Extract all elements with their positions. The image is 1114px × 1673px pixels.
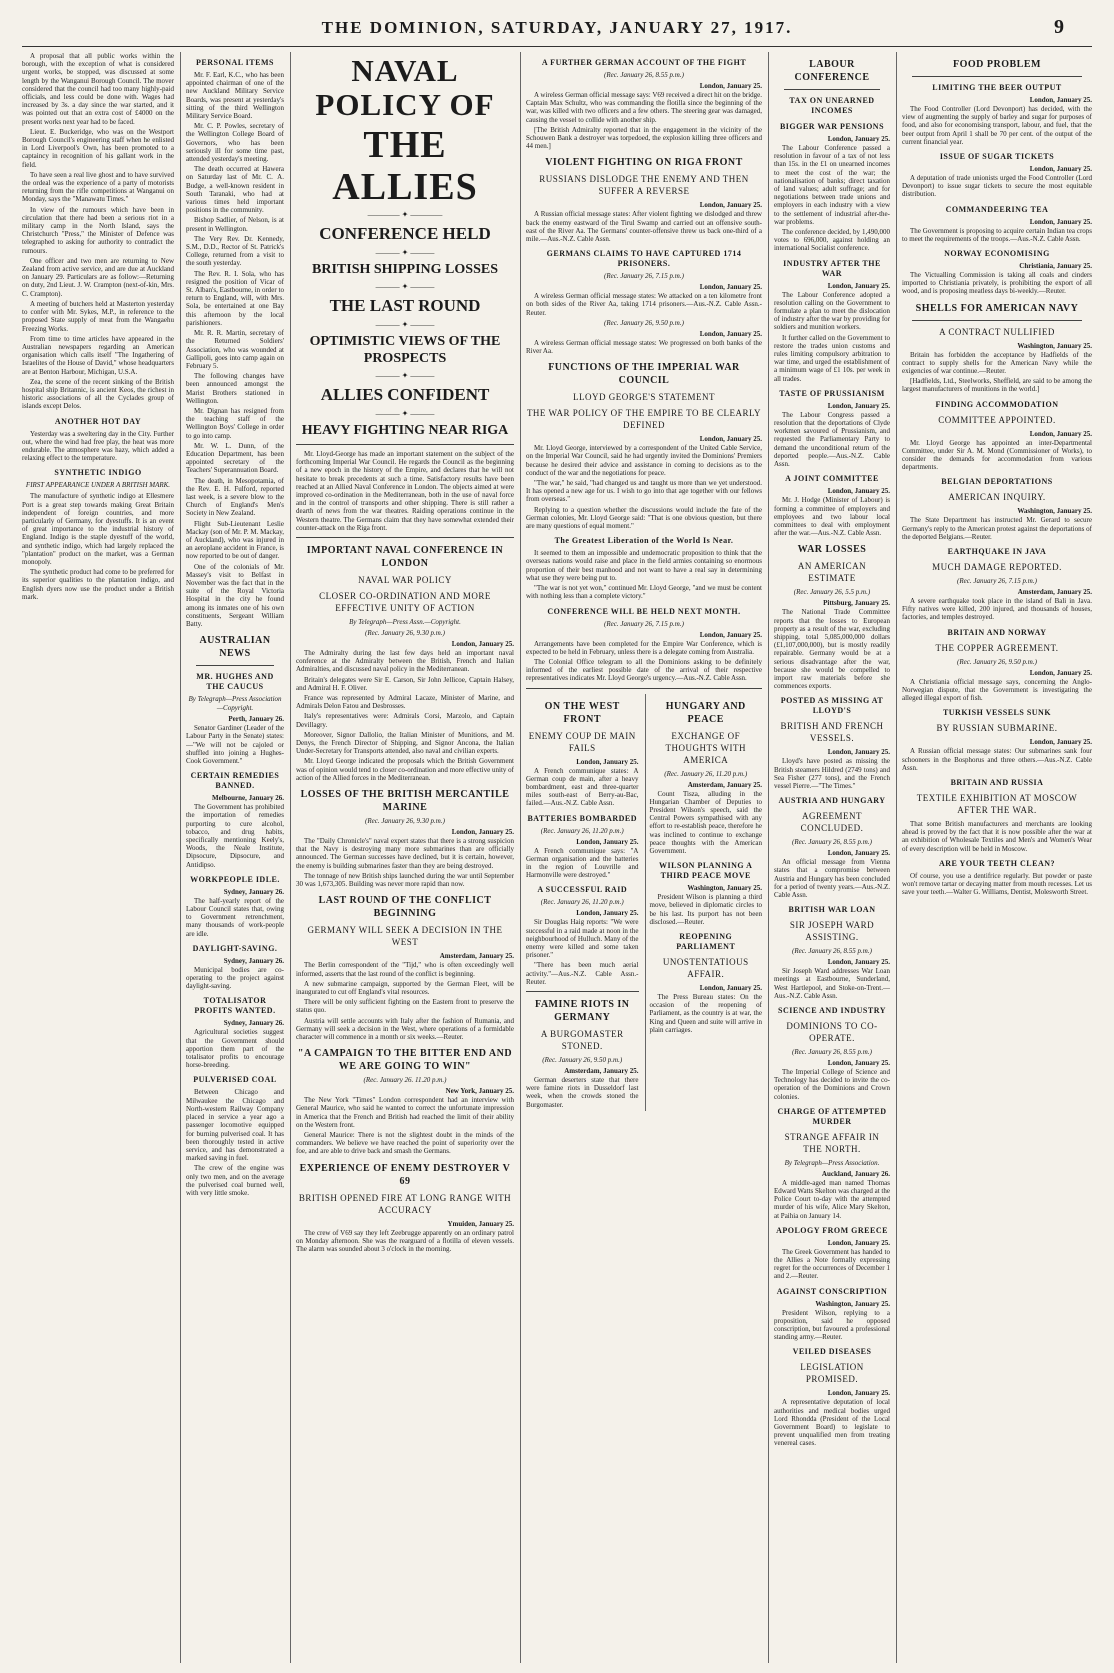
placeline: Amsterdam, January 25.: [564, 1066, 639, 1075]
story-heading: CHARGE OF ATTEMPTED MURDER: [777, 1106, 887, 1126]
article-paragraph: A meeting of butchers held at Masterton yesterday to confer with Mr. Sykes, M.P., in reference to the proposed State supply of meat from the Wangaehu Freezing Works.: [22, 299, 174, 333]
article-paragraph: The Imperial College of Science and Technology has decided to invite the co-operation of the Dominions and Crown colonies.: [774, 1067, 890, 1101]
article-paragraph: Replying to a question whether the discussions would include the fate of the German colonies, Mr. Lloyd George said: "That is one obvious question, but there are many questions of equal moment.": [526, 505, 762, 531]
deck-conference-held: CONFERENCE HELD: [319, 224, 491, 243]
divider-rule: [196, 665, 274, 666]
column-2: [186, 52, 284, 1663]
column-divider: [290, 52, 291, 1663]
placeline: Christiania, January 25.: [1019, 262, 1092, 271]
article-paragraph: Moreover, Signor Dallolio, the Italian Minister of Munitions, and M. Denys, the French Director of Shipping, and Signor Ancona, the Italian Under-Secretary for Transports attended, also naval and civilian experts.: [296, 730, 514, 756]
dateline: (Rec. January 26, 9.30 p.m.): [365, 629, 445, 638]
story-heading: ANOTHER HOT DAY: [54, 416, 142, 426]
dateline: (Rec. January 26, 9.50 p.m.): [957, 657, 1037, 666]
article-paragraph: [The British Admiralty reported that in the engagement in the vicinity of the Schouwen Bank a destroyer was torpedoed, the explosion killing three officers and 44 men.]: [526, 125, 762, 151]
story-subheading: CLOSER CO-ORDINATION AND MORE EFFECTIVE UNITY OF ACTION: [319, 591, 491, 614]
dateline: (Rec. January 26, 7.15 p.m.): [604, 272, 684, 281]
west-front-stories: [526, 730, 639, 986]
article-paragraph: The half-yearly report of the Labour Council states that, owing to Government retrenchment, many thousands of work-people are idle.: [186, 896, 284, 938]
article-paragraph: The Government has prohibited the importation of remedies purporting to cure alcohol, tobacco, and drug habits, specifically mentioning Keely's, Woods, the Neale Institute, Dipsocure, Dipsocure, and Antidipso.: [186, 803, 284, 869]
article-paragraph: A Russian official message states: After violent fighting we dislodged and threw back the enemy eastward of the Tirul Swamp and carried out an offensive south-east of the River Aa. The Germans' counter-offensive threw us back one-third of a mile.—Aus.-N.Z. Cable Assn.: [526, 210, 762, 244]
article-paragraph: The National Trade Committee reports that the losses to European property as a result of the war, excluding shipping, total 5,085,000,000 dollars (£1,107,000,000), but is mostly readily repairable. Germany would be at a serious disadvantage after the war, because she would be compelled to import raw materials before she commences exports.: [774, 608, 890, 691]
story-subheading: LEGISLATION PROMISED.: [800, 1362, 864, 1385]
hungary-heading: HUNGARY AND PEACE: [665, 700, 746, 725]
column-divider: [180, 52, 181, 1663]
placeline: Melbourne, January 26.: [212, 794, 284, 803]
placeline: London, January 25.: [699, 435, 762, 444]
article-paragraph: One of the colonials of Mr. Massey's visit to Belfast in November was the fact that in the suite of the Royal Victoria Hospital in the city he found among its inmates one of his own constituents, Sergeant William Batty.: [186, 562, 284, 628]
article-paragraph: Austria will settle accounts with Italy after the fashion of Rumania, and Germany will seek a decision in the West, where operations of a formidable character will commence in a month or six weeks.—Reuter.: [296, 1016, 514, 1041]
dateline: (Rec. January 26, 7.15 p.m.): [604, 619, 684, 628]
story-heading: A FURTHER GERMAN ACCOUNT OF THE FIGHT: [541, 58, 747, 67]
placeline: London, January 25.: [451, 640, 514, 649]
article-paragraph: Mr. Lloyd George, interviewed by a correspondent of the United Cable Service, on the Imperial War Council, said he had urgently invited the Dominions' Premiers because he desired their advice and assistance in coming to decisions as to the conduct of the war and the negotiations for peace.: [526, 444, 762, 477]
article-paragraph: The Press Bureau states: On the occasion of the reopening of Parliament, as the country is at war, the King and Queen and suite will arrive in plain carriages.: [649, 992, 762, 1034]
deck-allies-confident: ALLIES CONFIDENT: [320, 385, 490, 404]
article-paragraph: The Admiralty during the last few days held an important naval conference at the Admiralty between the British, French and Italian Admiralties, and discussed naval policy in the Mediterranean.: [296, 649, 514, 674]
story-subheading: MUCH DAMAGE REPORTED.: [932, 562, 1062, 573]
section-heading: IMPORTANT NAVAL CONFERENCE IN LONDON: [306, 545, 504, 570]
dateline: (Rec. January 26, 7.15 p.m.): [957, 577, 1037, 586]
placeline: London, January 25.: [1029, 96, 1092, 104]
story-heading: PULVERISED COAL: [193, 1075, 277, 1085]
deck-optimistic-views: OPTIMISTIC VIEWS OF THE PROSPECTS: [309, 334, 501, 366]
story-heading: LIMITING THE BEER OUTPUT: [932, 83, 1062, 92]
article-paragraph: Mr. C. P. Powles, secretary of the Wellington College Board of Governors, who has been seriously ill for some time past, attended yesterday's meeting.: [186, 122, 284, 164]
article-paragraph: The Rev. R. I. Sola, who has resigned the position of Vicar of St. Alban's, Eastbourne, in order to return to England, will, with Mrs. Sola, be entertained at one Bay this afternoon by the local parishioners.: [186, 269, 284, 327]
main-headline-line-1: NAVAL POLICY OF: [315, 53, 495, 122]
deck-last-round: THE LAST ROUND: [329, 296, 481, 315]
article-paragraph: That some British manufacturers and merchants are looking ahead is proved by the fact that it is now possible after the war at an exhibition of Wholesale Textiles and Men's and Women's Wear of every description will be held in Moscow.: [902, 819, 1092, 853]
story-subheading: GERMANY WILL SEEK A DECISION IN THE WEST: [307, 925, 503, 948]
story-subheading: AMERICAN INQUIRY.: [948, 492, 1046, 503]
article-paragraph: A Russian official message states: Our submarines sank four schooners in the Bosphorus and three others.—Aus.-N.Z. Cable Assn.: [902, 747, 1092, 772]
ornament-divider: ——— ✦ ———: [375, 409, 435, 418]
divider-rule: [296, 444, 514, 445]
story-heading: APOLOGY FROM GREECE: [776, 1225, 888, 1235]
story-heading: TASTE OF PRUSSIANISM: [779, 388, 885, 398]
section-heading: LAST ROUND OF THE CONFLICT BEGINNING: [318, 895, 492, 920]
article-paragraph: The "Daily Chronicle's" naval expert states that there is a strong suspicion that the Navy is destroying many more submarines than are officially announced. The German successes have declined, but it is certain, however, the enemy is building submarines faster than they are being destroyed.: [296, 837, 514, 870]
article-paragraph: Agricultural societies suggest that the Government should apportion them part of the totalisator profits to encourage horse-breeding.: [186, 1028, 284, 1070]
story-heading: CONFERENCE WILL BE HELD NEXT MONTH.: [547, 606, 741, 616]
article-paragraph: The New York "Times" London correspondent had an interview with General Maurice, who said he wanted to correct the unfortunate impression in America that the French and British had reached the limit of their ability on the Western front.: [296, 1096, 514, 1129]
dateline: (Rec. January 26, 5.5 p.m.): [793, 588, 871, 597]
article-paragraph: From time to time articles have appeared in the Australian newspapers regarding an American organisation which calls itself "The Ingathering of Israelites of the House of David," whose headquarters are at Benton Harbour, Michigan, U.S.A.: [22, 334, 174, 376]
article-paragraph: Mr. R. R. Martin, secretary of the Returned Soldiers' Association, who was wounded at Gallipoli, goes into camp again on February 5.: [186, 329, 284, 370]
famine-heading: FAMINE RIOTS IN GERMANY: [534, 998, 630, 1023]
placeline: London, January 25.: [1029, 217, 1092, 226]
famine-stories: [526, 1028, 639, 1109]
article-paragraph: "The war is not yet won," continued Mr. Lloyd George, "and we must be content with nothing less than a complete victory.": [526, 584, 762, 601]
article-paragraph: A deputation of trade unionists urged the Food Controller (Lord Devonport) to issue sugar tickets to secure the most equitable distribution.: [902, 174, 1092, 199]
dateline: (Rec. January 26, 8.55 p.m.): [792, 838, 872, 847]
placeline: London, January 25.: [699, 283, 762, 292]
dateline: (Rec. January 26, 11.20 p.m.): [540, 826, 624, 835]
article-paragraph: "The war," he said, "had changed us and taught us more than we yet understood. It has opened a new age for us. I wish to go into that age together with our fellows from overseas.": [526, 479, 762, 504]
section-heading: "A CAMPAIGN TO THE BITTER END AND WE ARE GOING TO WIN": [297, 1048, 513, 1073]
story-subheading: BY RUSSIAN SUBMARINE.: [936, 723, 1058, 734]
placeline: London, January 25.: [827, 1389, 890, 1398]
article-paragraph: It seemed to them an impossible and undemocratic proposition to think that the overseas nations would raise and place in the field armies containing so enormous proportion of their best manhood and not want to have a real say in determining what use they were being put to.: [526, 549, 762, 582]
column-6: [902, 52, 1092, 1663]
article-paragraph: The Labour Conference adopted a resolution calling on the Government to formulate a plan to meet the dislocation of industry after the war by providing for soldiers and munition workers.: [774, 290, 890, 332]
column-1-stories: [22, 52, 174, 601]
section-heading: LOSSES OF THE BRITISH MERCANTILE MARINE: [300, 789, 510, 814]
story-heading: The Greatest Liberation of the World Is Near.: [554, 536, 734, 546]
page-number: 9: [1054, 16, 1064, 38]
placeline: London, January 25.: [699, 201, 762, 210]
article-paragraph: German deserters state that there were famine riots in Dusseldorf last week, when the crowds stoned the Burgomaster.: [526, 1075, 639, 1109]
article-paragraph: There will be only sufficient fighting on the Eastern front to preserve the status quo.: [296, 998, 514, 1015]
story-heading: WORKPEOPLE IDLE.: [190, 874, 280, 884]
placeline: Sydney, January 26.: [223, 887, 284, 896]
hungary-block: [645, 694, 763, 1111]
west-front-block: [526, 694, 639, 1111]
article-paragraph: Yesterday was a sweltering day in the City. Further out, where the wind had free play, the heat was more endurable. The atmosphere was hazy, which added a relaxing effect to the temperature.: [22, 429, 174, 463]
article-paragraph: The Labour Conference passed a resolution in favour of a tax of not less than 15s. in the £1 on unearned incomes to meet the cost of the war; the nationalisation of banks; direct taxation of land values; adult suffrage; and for negotiations between trade unions and employers in each industry with a view to the settlement of industrial after-the-war problems.: [774, 144, 890, 226]
placeline: London, January 25.: [576, 757, 639, 766]
column-2-stories: [186, 58, 284, 1197]
divider-rule: [526, 991, 639, 992]
story-heading: REOPENING PARLIAMENT: [676, 931, 736, 951]
story-heading: BRITAIN AND NORWAY: [947, 627, 1047, 637]
story-heading: A JOINT COMMITTEE: [785, 474, 879, 484]
dateline: (Rec. January 26, 8.55 p.m.): [604, 71, 684, 79]
dateline: (Rec. January 26, 11.20 p.m.): [540, 898, 624, 907]
story-heading: SYNTHETIC INDIGO: [54, 468, 142, 478]
divider-rule: [296, 537, 514, 538]
article-paragraph: The Victualling Commission is taking all coals and cinders imported to Christiania privately, is prohibiting the export of all wood, and is proposing meatless days bi-weekly.—Reuter.: [902, 271, 1092, 296]
article-paragraph: A wireless German official message states: We attacked on a ten kilometre front on both sides of the River Aa, taking 1714 prisoners.—Aus.-N.Z. Cable Assn.-Reuter.: [526, 292, 762, 317]
article-paragraph: Sir Joseph Ward addresses War Loan meetings at Eastbourne, Sunderland, West Hartlepool, and Stoke-on-Trent.—Aus.-N.Z. Cable Assn.: [774, 967, 890, 1000]
placeline: Sydney, January 26.: [223, 1019, 284, 1028]
story-heading: COMMANDEERING TEA: [945, 204, 1049, 214]
story-heading: AUSTRIA AND HUNGARY: [778, 796, 886, 806]
article-paragraph: Arrangements have been completed for the Empire War Conference, which is expected to be held in February, unless there is a delegate coming from Australia.: [526, 639, 762, 656]
story-subheading: ENEMY COUP DE MAIN FAILS: [528, 730, 636, 753]
divider-rule: [784, 89, 880, 90]
story-subheading: BRITISH AND FRENCH VESSELS.: [780, 721, 884, 744]
article-paragraph: Lloyd's have posted as missing the British steamers Hildred (2749 tons) and Sea Fisher (277 tons), and the French vessel Pierre.—"The Times.": [774, 757, 890, 790]
article-paragraph: Sir Douglas Haig reports: "We were successful in a raid made at noon in the neighbourhood of Hulluch. Many of the enemy were killed and some taken prisoner.": [526, 918, 639, 960]
article-paragraph: The crew of V69 say they left Zeebrugge apparently on an ordinary patrol on Monday afternoon. She was the rearguard of a flotilla of eleven vessels. The alarm was sounded about 3 o'clock in the morning.: [296, 1228, 514, 1253]
story-heading: CERTAIN REMEDIES BANNED.: [190, 771, 280, 791]
dateline: (Rec. January 26, 8.55 p.m.): [792, 1047, 872, 1056]
story-heading: BRITISH WAR LOAN: [788, 905, 876, 915]
article-paragraph: The Government is proposing to acquire certain Indian tea crops to meet the requirements of the troops.—Aus.-N.Z. Cable Assn.: [902, 226, 1092, 243]
column-5: [774, 52, 890, 1663]
story-subheading: AGREEMENT CONCLUDED.: [800, 811, 864, 834]
deck-heavy-fighting-riga: HEAVY FIGHTING NEAR RIGA: [301, 423, 509, 438]
article-paragraph: Municipal bodies are co-operating to the project against daylight-saving.: [186, 965, 284, 991]
article-paragraph: The Colonial Office telegram to all the Dominions asking to be definitely informed of the earliest possible date of the arrival of their respective representatives indicates Mr. Lloyd George's urgency.—Aus.-N.Z. Cable Assn.: [526, 657, 762, 683]
column-6-stories: [902, 58, 1092, 896]
placeline: London, January 25.: [827, 135, 890, 143]
article-paragraph: An official message from Vienna states that a compromise between Austria and Hungary has been concluded for a period of twenty years.—Aus.-N.Z. Cable Assn.: [774, 858, 890, 899]
article-paragraph: A wireless German official message says: V69 received a direct hit on the bridge. Captain Max Schultz, who was commanding the flotilla since the beginning of the war, was killed with two officers and a few others. The steering gear was damaged, causing the vessel to collide with another ship.: [526, 91, 762, 124]
placeline: London, January 25.: [827, 958, 890, 967]
story-heading: SCIENCE AND INDUSTRY: [778, 1005, 886, 1015]
ornament-divider: ——— ✦ ———: [375, 282, 435, 291]
placeline: London, January 25.: [827, 487, 890, 496]
column-divider: [768, 52, 769, 1663]
placeline: London, January 25.: [699, 630, 762, 639]
article-paragraph: Mr. F. Earl, K.C., who has been appointed chairman of one of the new Auckland Military Service Boards, was present at yesterday's sitting of the third Wellington Military Service Board.: [186, 71, 284, 121]
ornament-divider: ——— ✦ ———: [375, 371, 435, 380]
story-subheading: SIR JOSEPH WARD ASSISTING.: [789, 920, 875, 943]
dateline: (Rec. January 26, 8.55 p.m.): [792, 947, 872, 956]
story-heading: GERMANS CLAIMS TO HAVE CAPTURED 1714 PRISONERS.: [546, 249, 742, 269]
story-subheading: BRITISH OPENED FIRE AT LONG RANGE WITH ACCURACY: [298, 1192, 512, 1215]
column-1: [22, 52, 174, 1663]
article-paragraph: In view of the rumours which have been in circulation that there had been a serious riot in a military camp in the North Island, says the Christchurch "Press," the Minister of Defence was telegraphed to asking for authority to contradict the rumours.: [22, 205, 174, 255]
placeline: London, January 25.: [451, 828, 514, 837]
article-paragraph: Bishop Sadlier, of Nelson, is at present in Wellington.: [186, 216, 284, 233]
section-heading: VIOLENT FIGHTING ON RIGA FRONT: [545, 157, 743, 169]
column-5-stories: [774, 58, 890, 1448]
two-column-block: [526, 694, 762, 1111]
dateline: By Telegraph—Press Association.: [784, 1158, 880, 1167]
story-heading: TAX ON UNEARNED INCOMES: [789, 96, 875, 115]
story-heading: BRITAIN AND RUSSIA: [950, 777, 1044, 787]
dateline: (Rec. January 26, 9.50 p.m.): [542, 1055, 623, 1064]
article-paragraph: The conference decided, by 1,490,000 votes to 696,000, against holding an international Socialist conference.: [774, 228, 890, 253]
divider-rule: [912, 320, 1082, 321]
masthead-rule: [22, 46, 1092, 47]
placeline: London, January 25.: [827, 281, 890, 290]
placeline: Sydney, January 26.: [223, 956, 284, 965]
placeline: Amsterdam, January 25.: [1017, 588, 1092, 597]
story-subheading: RUSSIANS DISLODGE THE ENEMY AND THEN SUFFER A REVERSE: [539, 174, 749, 197]
story-subheading: LLOYD GEORGE'S STATEMENT: [573, 392, 715, 403]
story-heading: TOTALISATOR PROFITS WANTED.: [194, 996, 276, 1016]
placeline: Washington, January 25.: [815, 1299, 890, 1308]
section-heading: FOOD PROBLEM: [953, 59, 1041, 70]
article-paragraph: The death occurred at Hawera on Saturday last of Mr. C. A. Budge, a well-known resident in South Taranaki, who had at various times held important positions in the community.: [186, 165, 284, 215]
story-subheading: THE WAR POLICY OF THE EMPIRE TO BE CLEARLY DEFINED: [526, 408, 762, 431]
article-paragraph: The tonnage of new British ships launched during the war until September 30 was 1,673,305. Building was never more rapid than now.: [296, 871, 514, 889]
story-heading: BELGIAN DEPORTATIONS: [941, 477, 1053, 487]
story-heading: TURKISH VESSELS SUNK: [942, 708, 1052, 718]
column-3-stories: [296, 544, 514, 1253]
article-paragraph: One officer and two men are returning to New Zealand from active service, and are due at Auckland on January 29. Particulars are as follow:—Returning on duty, 2nd Lieut. J. W. Crampton (next-of-kin, Mrs. C. Crampton).: [22, 256, 174, 298]
ornament-divider: ——— ✦ ———: [375, 248, 435, 257]
placeline: Amsterdam, January 25.: [687, 780, 762, 789]
article-paragraph: A proposal that all public works within the borough, with the exception of what is considered urgent works, be stopped, was discussed at some length by the Wanganui Borough Council. The mover considered that the council had too many highly-paid officials, and less could be done with. Wages had increased by 3s. a day since the war started, and it was pointed out that an extra cost of £4000 on the present works next year had to be faced.: [22, 52, 174, 126]
placeline: London, January 25.: [827, 849, 890, 858]
story-subheading: STRANGE AFFAIR IN THE NORTH.: [784, 1131, 880, 1154]
section-heading: LABOUR CONFERENCE: [794, 59, 870, 83]
story-heading: VEILED DISEASES: [792, 1347, 872, 1357]
article-paragraph: The Food Controller (Lord Devonport) has decided, with the view of augmenting the supply of barley and sugar for purposes of food, and also for economising transport, labour, and fuel, that the beer output from April 1 shall be 70 per cent. of the output of the current financial year.: [902, 105, 1092, 146]
section-heading: AUSTRALIAN NEWS: [199, 635, 271, 660]
article-paragraph: The crew of the engine was only two men, and on the average the pulverised coal burned well, with very little smoke.: [186, 1164, 284, 1197]
article-paragraph: Mr. Dignan has resigned from the teaching staff of the Wellington Boys' College in order to go into camp.: [186, 406, 284, 440]
story-subheading: COMMITTEE APPOINTED.: [938, 414, 1056, 425]
story-subheading: AN AMERICAN ESTIMATE: [797, 561, 867, 584]
section-heading: EXPERIENCE OF ENEMY DESTROYER V 69: [299, 1162, 511, 1187]
article-paragraph: A Christiania official message says, concerning the Anglo-Norwegian dispute, that the Government is investigating the alleged illegal export of fish.: [902, 677, 1092, 703]
placeline: London, January 25.: [827, 1058, 890, 1067]
column-divider: [520, 52, 521, 1663]
article-paragraph: Lieut. E. Buckeridge, who was on the Westport Borough Council's engineering staff when he enlisted in Lord Liverpool's Own, has been promoted to a captaincy in recognition of his gallant work in the field.: [22, 127, 174, 169]
article-paragraph: General Maurice: There is not the slightest doubt in the minds of the commanders. We believe we have reached the point of superiority over the foe, and are able to drive back and smash the Germans.: [296, 1130, 514, 1156]
placeline: London, January 25.: [699, 329, 762, 338]
story-heading: BATTERIES BOMBARDED: [527, 813, 638, 823]
story-heading: WILSON PLANNING A THIRD PEACE MOVE: [659, 861, 753, 881]
placeline: London, January 25.: [827, 401, 890, 410]
story-subheading: TEXTILE EXHIBITION AT MOSCOW AFTER THE WAR.: [916, 792, 1078, 815]
column-divider: [896, 52, 897, 1663]
story-heading: NORWAY ECONOMISING: [944, 249, 1050, 259]
story-heading: PERSONAL ITEMS: [196, 58, 274, 67]
placeline: Pittsburg, January 25.: [823, 599, 890, 608]
west-front-heading: ON THE WEST FRONT: [544, 700, 620, 725]
article-paragraph: The synthetic product had come to be preferred for its superior qualities to the plantation indigo, and English dyers now use the product under a British mark.: [22, 568, 174, 601]
placeline: Auckland, January 26.: [821, 1169, 890, 1178]
story-subheading: DOMINIONS TO CO-OPERATE.: [786, 1020, 878, 1043]
article-paragraph: A severe earthquake took place in the island of Bali in Java. Fifty natives were killed, 200 injured, and thousands of houses, factories, and temples destroyed.: [902, 597, 1092, 622]
article-paragraph: To have seen a real live ghost and to have survived the ordeal was the experience of a party of motorists returning from the rifle competitions at Wanganui on Monday, says the "Manawatu Times.": [22, 170, 174, 204]
deck-british-shipping-losses: BRITISH SHIPPING LOSSES: [312, 262, 498, 277]
story-subheading: A BURGOMASTER STONED.: [540, 1028, 624, 1051]
story-heading: DAYLIGHT-SAVING.: [192, 943, 278, 953]
placeline: London, January 25.: [1029, 738, 1092, 747]
story-heading: EARTHQUAKE IN JAVA: [947, 547, 1047, 557]
story-heading: ARE YOUR TEETH CLEAN?: [938, 858, 1056, 868]
section-heading: SHELLS FOR AMERICAN NAVY: [915, 302, 1079, 314]
article-paragraph: President Wilson is planning a third move, believed in diplomatic circles to be his last. Its purport has not been disclosed.—Reuter.: [649, 893, 762, 926]
article-paragraph: Of course, you use a dentifrice regularly. But powder or paste won't remove tartar or decaying matter from mouth recesses. Let us save your teeth.—Walter G. Williams, Dentist, Molesworth Street.: [902, 871, 1092, 897]
placeline: London, January 25.: [827, 748, 890, 757]
summary-paragraph: Mr. Lloyd-George has made an important statement on the subject of the forthcoming Imperial War Council. He regards the Council as the beginning of a new epoch in the history of the Empire, and declares that he will not hesitate to break precedents at such a time. Satisfactory results have been reached at an Allied Naval Conference in London. The objects aimed at were improved co-ordination in the Mediterranean, both in the use of naval force and in the control of transports and other shipping. There is still rather a dearth of news from the war theatres. Raiding operations continue in the Western theatre. The Germans claim that they have somewhat extended their counter-attack on the Riga front.: [296, 450, 514, 532]
article-paragraph: Britain has forbidden the acceptance by Hadfields of the contract to supply shells for the American Navy while the exigencies of war continue.—Reuter.: [902, 350, 1092, 376]
placeline: London, January 25.: [1029, 668, 1092, 677]
story-heading: POSTED AS MISSING AT LLOYD'S: [780, 696, 884, 716]
story-heading: ISSUE OF SUGAR TICKETS: [939, 152, 1055, 162]
masthead: [0, 14, 1114, 44]
placeline: London, January 25.: [699, 82, 762, 90]
article-paragraph: Count Tisza, alluding in the Hungarian Chamber of Deputies to President Wilson's speech, said the Central Powers sympathised with any effort to re-establish peace, therefore he was inclined to continue to exchange peace thoughts with the American Government.: [649, 789, 762, 855]
placeline: London, January 25.: [576, 909, 639, 918]
article-paragraph: The Berlin correspondent of the "Tijd," who is often exceedingly well informed, asserts that the last round of the conflict is beginning.: [296, 961, 514, 978]
article-paragraph: Senator Gardiner (Leader of the Labour Party in the Senate) states:—"We will not be cajoled or shuffled into joining a Hughes-Cook Government.": [186, 724, 284, 766]
story-heading: INDUSTRY AFTER THE WAR: [783, 258, 881, 278]
dateline: FIRST APPEARANCE UNDER A BRITISH MARK.: [25, 481, 171, 490]
main-headline-line-2: THE ALLIES: [332, 124, 478, 208]
column-3: [296, 52, 514, 1663]
ornament-divider: ——— ✦ ———: [375, 320, 435, 329]
story-heading: FINDING ACCOMMODATION: [935, 399, 1059, 409]
article-paragraph: Italy's representatives were: Admirals Corsi, Marzolo, and Captain Devillagry.: [296, 712, 514, 729]
article-paragraph: A middle-aged man named Thomas Edward Watts Skelton was charged at the Police Court to-day with the attempted murder of his wife, Alice Mary Skelton, at Paihia on January 14.: [774, 1178, 890, 1220]
placeline: London, January 25.: [576, 837, 639, 846]
placeline: Ymuiden, January 25.: [447, 1219, 514, 1228]
article-paragraph: The State Department has instructed Mr. Gerard to secure Germany's reply to the American protest against the deportations of the deported Belgians.—Reuter.: [902, 516, 1092, 541]
article-paragraph: Mr. J. Hodge (Minister of Labour) is forming a committee of employers and employees and two labour local committees to deal with employment after the war.—Aus.-N.Z. Cable Assn.: [774, 496, 890, 538]
ornament-divider: ———— ✦ ————: [367, 210, 443, 219]
section-heading: FUNCTIONS OF THE IMPERIAL WAR COUNCIL: [548, 362, 740, 387]
story-subheading: UNOSTENTATIOUS AFFAIR.: [662, 956, 749, 979]
story-heading: MR. HUGHES AND THE CAUCUS: [196, 672, 274, 692]
article-paragraph: A new submarine campaign, supported by the German Fleet, will be inaugurated to cut off England's vital resources.: [296, 979, 514, 996]
masthead-title: THE DOMINION, SATURDAY, JANUARY 27, 1917.: [321, 18, 793, 37]
article-paragraph: The manufacture of synthetic indigo at Ellesmere Port is a great step towards making Great Britain independent of foreign countries, and more particularly of Germany, for dyestuffs. It is an event of great importance to the industrial history of England. Indigo is the staple dyestuff of the world, and synthetic indigo, which had largely replaced the "plantation" product on the market, was a German monopoly.: [22, 492, 174, 566]
article-paragraph: The Labour Congress passed a resolution that the deportations of Clyde workmen savoured of Prussianism, and requested the Parliamentary Party to demand the unconditional return of the deported people.—Aus.-N.Z. Cable Assn.: [774, 410, 890, 469]
dateline: (Rec. January 26, 9.50 p.m.): [604, 318, 684, 327]
placeline: Amsterdam, January 25.: [439, 952, 514, 961]
hungary-stories: [650, 730, 763, 1034]
placeline: London, January 25.: [1029, 165, 1092, 174]
story-subheading: EXCHANGE OF THOUGHTS WITH AMERICA: [665, 730, 747, 765]
article-paragraph: Zea, the scene of the recent sinking of the British hospital ship Britannic, is ancient Keos, the richest in historic associations of all the Cyclades group of islands except Delos.: [22, 377, 174, 411]
divider-rule: [912, 76, 1082, 77]
story-heading: A SUCCESSFUL RAID: [537, 885, 628, 895]
placeline: Washington, January 25.: [1017, 341, 1092, 350]
dateline: (Rec. January 26, 9.30 p.m.): [365, 817, 445, 826]
divider-rule: [526, 688, 762, 689]
section-heading: WAR LOSSES: [797, 544, 867, 556]
column-4-stories: [526, 58, 762, 683]
article-paragraph: Britain's delegates were Sir E. Carson, Sir John Jellicoe, Captain Halsey, and Admiral H. F. Oliver.: [296, 675, 514, 692]
article-paragraph: A French communique states: A German coup de main, after a heavy bombardment, east and three-quarter miles south-east of Berry-au-Bac, failed.—Aus.-N.Z. Cable Assn.: [526, 766, 639, 808]
column-4: [526, 52, 762, 1663]
story-subheading: A CONTRACT NULLIFIED: [939, 326, 1055, 337]
article-paragraph: "There has been much aerial activity."—Aus.-N.Z. Cable Assn.-Reuter.: [526, 961, 639, 986]
article-paragraph: France was represented by Admiral Lacaze, Minister of Marine, and Admirals Delon Fatou and Desbrosses.: [296, 694, 514, 711]
dateline: By Telegraph—Press Association—Copyright.: [188, 695, 282, 713]
placeline: London, January 25.: [827, 1238, 890, 1247]
article-paragraph: The Greek Government has handed to the Allies a Note formally expressing regret for the occurrences of December 1 and 2.—Reuter.: [774, 1247, 890, 1281]
article-paragraph: Mr. Lloyd George indicated the proposals which the British Government was of opinion would tend to closer co-ordination and more effective unity of action of the Allied forces in the Mediterranean.: [296, 757, 514, 782]
article-paragraph: Mr. Lloyd George has appointed an inter-Departmental Committee, under Sir A. M. Mond (Commissioner of Works), to consider the demands for accommodation from various departments.: [902, 438, 1092, 472]
article-paragraph: President Wilson, replying to a proposition, said he opposed conscription, but favoured a professional standing army.—Reuter.: [774, 1308, 890, 1342]
placeline: Washington, January 25.: [1017, 507, 1092, 516]
dateline: By Telegraph—Press Assn.—Copyright.: [349, 618, 461, 627]
article-paragraph: The Very Rev. Dr. Kennedy, S.M., D.D., Rector of St. Patrick's College, returned from a visit to the south yesterday.: [186, 234, 284, 268]
article-paragraph: A wireless German official message states: We progressed on both banks of the River Aa.: [526, 338, 762, 356]
article-paragraph: It further called on the Government to restore the trades union customs and rules limiting compulsory arbitration to war time, and urged the establishment of a minimum wage of £1 10s. per week in all trades.: [774, 333, 890, 383]
article-paragraph: The following changes have been announced amongst the Marist Brothers stationed in Wellington.: [186, 372, 284, 405]
article-paragraph: Mr. W. L. Dunn, of the Education Department, has been appointed secretary of the Teachers' Superannuation Board.: [186, 441, 284, 475]
placeline: New York, January 25.: [445, 1087, 514, 1096]
story-subheading: NAVAL WAR POLICY: [358, 575, 452, 586]
story-heading: BIGGER WAR PENSIONS: [779, 122, 885, 131]
article-paragraph: Between Chicago and Milwaukee the Chicago and North-western Railway Company placed in service a year ago a passenger locomotive equipped for burning pulverised coal. It has been thoroughly tested in active service, and has demonstrated a marked saving in fuel.: [186, 1088, 284, 1163]
placeline: London, January 25.: [699, 983, 762, 992]
placeline: Washington, January 25.: [687, 884, 762, 893]
article-paragraph: The death, in Mesopotamia, of the Rev. E. H. Fulford, reported last week, is a severe blow to the Church of England's Men's Society in New Zealand.: [186, 476, 284, 518]
placeline: Perth, January 26.: [228, 715, 284, 724]
dateline: (Rec. January 26, 11.20 p.m.): [664, 769, 748, 778]
story-heading: AGAINST CONSCRIPTION: [776, 1286, 888, 1296]
placeline: London, January 25.: [1029, 429, 1092, 438]
article-paragraph: A French communique says: "A German organisation and the batteries in the region of Louvrille and Harmonville were destroyed.": [526, 846, 639, 880]
article-paragraph: [Hadfields, Ltd., Steelworks, Sheffield, are said to be among the largest manufacturers of munitions in the world.]: [902, 377, 1092, 394]
dateline: (Rec. January 26. 11.20 p.m.): [363, 1076, 447, 1085]
article-paragraph: A representative deputation of local authorities and medical bodies urged Lord Rhondda (President of the Local Government Board) to legislate to prevent unqualified men from treating venereal cases.: [774, 1398, 890, 1448]
story-subheading: THE COPPER AGREEMENT.: [935, 642, 1059, 653]
article-paragraph: Flight Sub-Lieutenant Leslie Mackay (son of Mr. P. M. Mackay, of Auckland), who was injured in an aeroplane accident in France, is now reported to be out of danger.: [186, 519, 284, 561]
